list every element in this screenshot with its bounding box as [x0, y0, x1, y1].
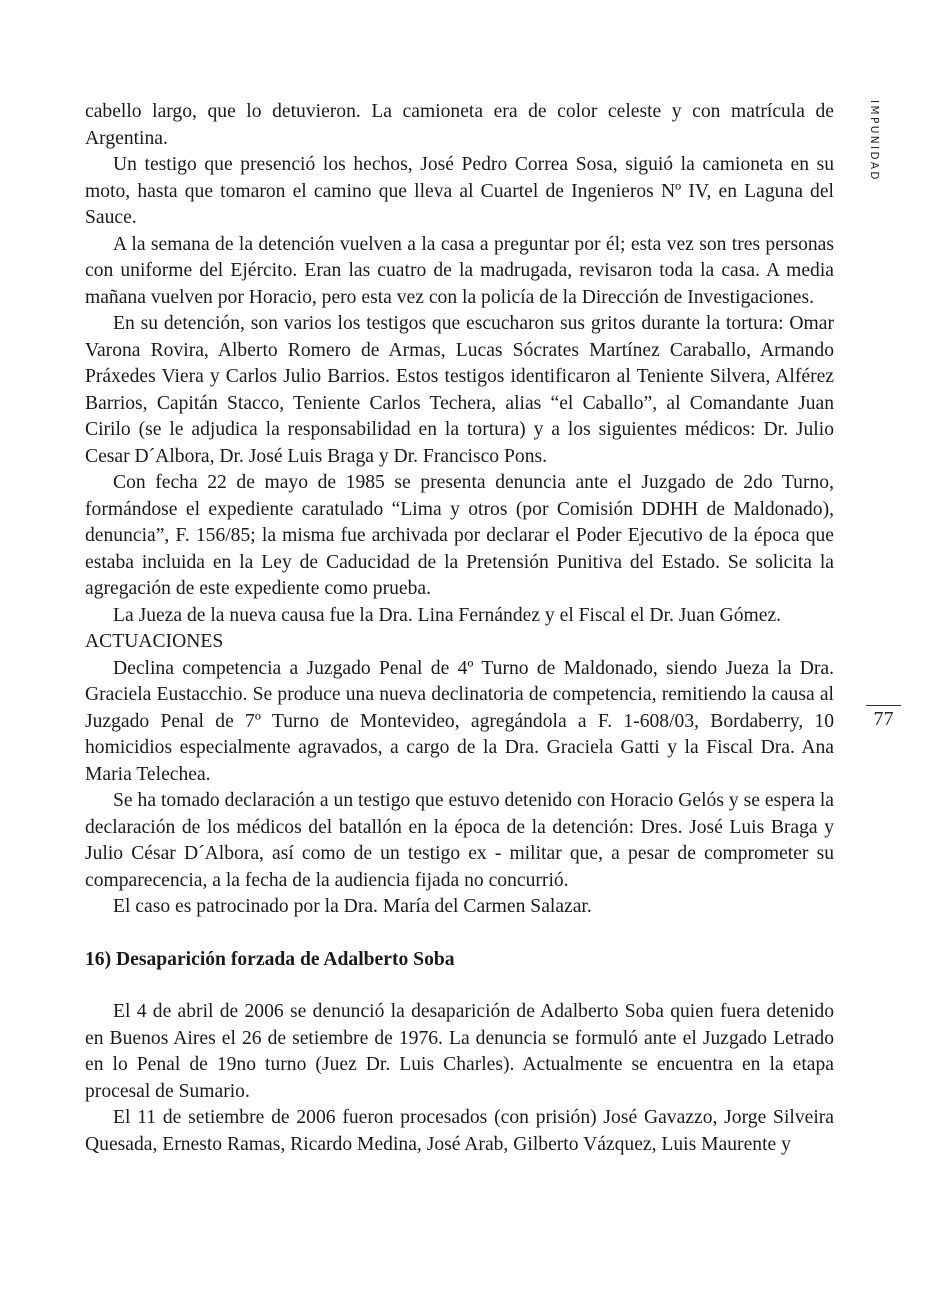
- paragraph: A la semana de la detención vuelven a la casa a preguntar por él; esta vez son tres personas con uniforme del Ejército. Eran las cuatro de la madrugada, revisaron toda la casa. A media mañana vuelven por Horacio, pero esta vez con la policía de la Dirección de Investigaciones.: [85, 233, 834, 308]
- page-number-rule: [866, 705, 901, 706]
- paragraph: Se ha tomado declaración a un testigo que estuvo detenido con Horacio Gelós y se espera la declaración de los médicos del batallón en la época de la detención: Dres. José Luis Braga y Julio César D´Albora, así como de un testigo ex - militar que, a pesar de comprometer su comparecencia, a la fecha de la audiencia fijada no concurrió.: [85, 790, 834, 891]
- running-head: IMPUNIDAD: [868, 100, 880, 182]
- spacer: [85, 973, 834, 999]
- paragraph: En su detención, son varios los testigos que escucharon sus gritos durante la tortura: Omar Varona Rovira, Alberto Romero de Armas, Lucas Sócrates Martínez Caraballo, Armando Práxedes Viera y Carlos Julio Barrios. Estos testigos identificaron al Teniente Silvera, Alférez Barrios, Capitán Stacco, Teniente Carlos Techera, alias “el Caballo”, al Comandante Juan Cirilo (se le adjudica la responsabilidad en la tortura) y a los siguientes médicos: Dr. Julio Cesar D´Albora, Dr. José Luis Braga y Dr. Francisco Pons.: [85, 313, 834, 467]
- paragraph-continuation: cabello largo, que lo detuvieron. La camioneta era de color celeste y con matrícula de Argentina.: [85, 101, 834, 149]
- paragraph: Declina competencia a Juzgado Penal de 4º Turno de Maldonado, siendo Jueza la Dra. Graciela Eustacchio. Se produce una nueva declinatoria de competencia, remitiendo la causa al Juzgado Penal de 7º Turno de Montevideo, agregándola a F. 1-608/03, Bordaberry, 10 homicidios especialmente agravados, a cargo de la Dra. Graciela Gatti y la Fiscal Dra. Ana Maria Telechea.: [85, 657, 834, 785]
- body-text: [85, 99, 834, 1158]
- paragraph: El caso es patrocinado por la Dra. María del Carmen Salazar.: [113, 896, 592, 917]
- paragraph: Con fecha 22 de mayo de 1985 se presenta denuncia ante el Juzgado de 2do Turno, formándose el expediente caratulado “Lima y otros (por Comisión DDHH de Maldonado), denuncia”, F. 156/85; la misma fue archivada por declarar el Poder Ejecutivo de la época que estaba incluida en la Ley de Caducidad de la Pretensión Punitiva del Estado. Se solicita la agregación de este expediente como prueba.: [85, 472, 834, 599]
- section-heading: 16) Desaparición forzada de Adalberto Soba: [85, 948, 455, 970]
- paragraph: El 4 de abril de 2006 se denunció la desaparición de Adalberto Soba quien fuera detenido en Buenos Aires el 26 de setiembre de 1976. La denuncia se formuló ante el Juzgado Letrado en lo Penal de 19no turno (Juez Dr. Luis Charles). Actualmente se encuentra en la etapa procesal de Sumario.: [85, 1001, 834, 1102]
- actuaciones-label: ACTUACIONES: [85, 631, 224, 652]
- paragraph: Un testigo que presenció los hechos, José Pedro Correa Sosa, siguió la camioneta en su moto, hasta que tomaron el camino que lleva al Cuartel de Ingenieros Nº IV, en Laguna del Sauce.: [85, 154, 834, 228]
- paragraph: El 11 de setiembre de 2006 fueron procesados (con prisión) José Gavazzo, Jorge Silveira Quesada, Ernesto Ramas, Ricardo Medina, José Arab, Gilberto Vázquez, Luis Maurente y: [85, 1107, 834, 1155]
- spacer: [85, 921, 834, 947]
- page-number: 77: [873, 708, 894, 730]
- paragraph: La Jueza de la nueva causa fue la Dra. Lina Fernández y el Fiscal el Dr. Juan Gómez.: [113, 604, 782, 626]
